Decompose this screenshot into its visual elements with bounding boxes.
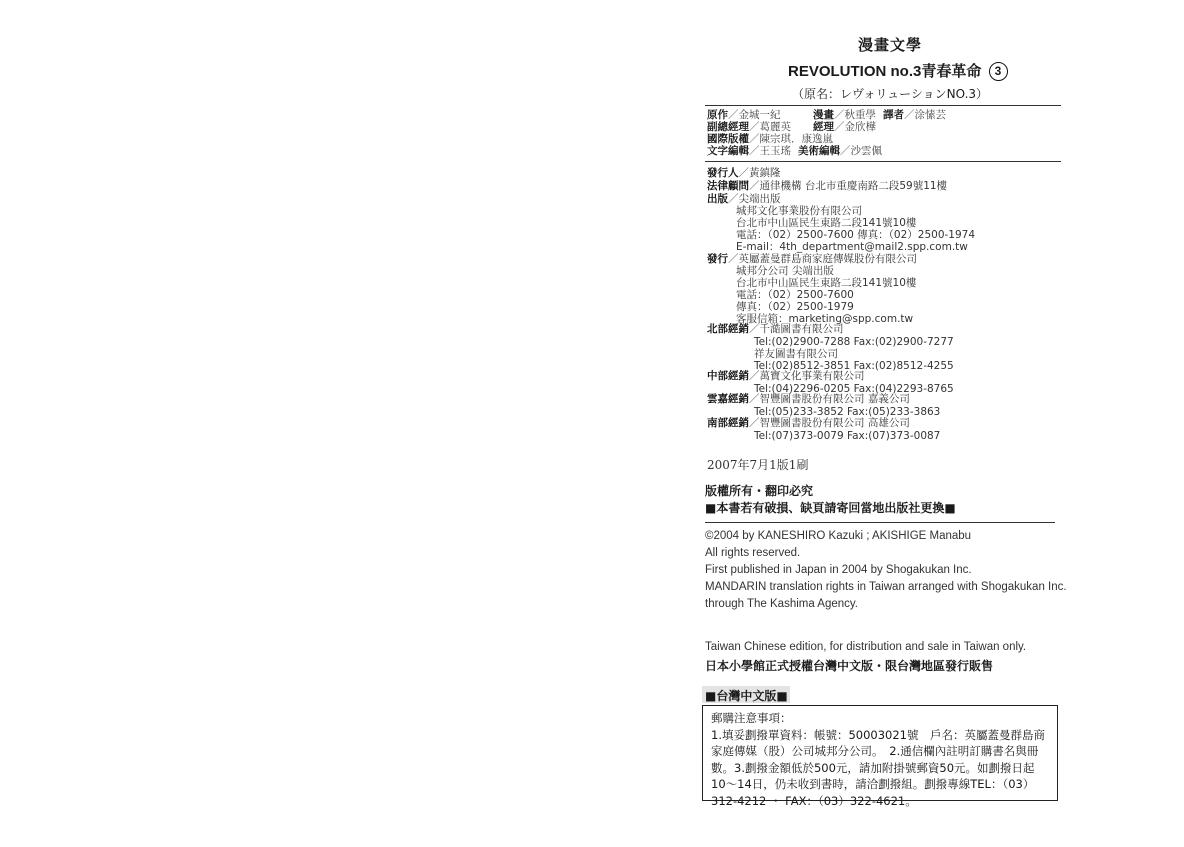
book-title: [788, 60, 1008, 81]
north-value: ／千澔圖書有限公司: [749, 323, 844, 335]
issuer-value: ／黃鎮隆: [738, 167, 781, 179]
legal-line: [707, 180, 947, 193]
south-value: ／智豐圖書股份有限公司 高雄公司: [749, 417, 910, 429]
chiayi-line: [707, 393, 910, 406]
pub-address: 台北市中山區民生東路二段141號10樓: [736, 217, 917, 229]
credit-value: ／秋重學: [834, 109, 876, 121]
copyright-line-2: All rights reserved.: [705, 547, 801, 559]
credit-row-4: [707, 145, 791, 158]
north-tel-2: Tel:(02)8512-3851 Fax:(02)8512-4255: [754, 360, 954, 372]
chiayi-value: ／智豐圖書股份有限公司 嘉義公司: [749, 393, 910, 405]
legal-value: ／通律機構 台北市重慶南路二段59號11樓: [749, 180, 948, 192]
credit-value: ／金城一紀: [728, 109, 781, 121]
divider-credits: [705, 161, 1061, 162]
south-label: 南部經銷: [707, 417, 749, 429]
central-value: ／萬寶文化事業有限公司: [749, 370, 865, 382]
credit-value: ／王玉瑤: [749, 145, 791, 157]
dist-value: ／英屬蓋曼群島商家庭傳媒股份有限公司: [728, 253, 917, 265]
issuer-line: [707, 167, 781, 180]
taiwan-notice-en: Taiwan Chinese edition, for distribution and sale in Taiwan only.: [705, 641, 1027, 653]
north-label: 北部經銷: [707, 323, 749, 335]
north-tel-1: Tel:(02)2900-7288 Fax:(02)2900-7277: [754, 336, 954, 348]
credit-label: 原作: [707, 109, 728, 121]
pub-value: ／尖端出版: [728, 193, 781, 205]
credit-label: 文字編輯: [707, 145, 749, 157]
book-title-text: REVOLUTION no.3青春革命: [788, 63, 982, 80]
original-title: （原名：レヴォリューションNO.3）: [791, 87, 989, 101]
credit-label: 國際版權: [707, 133, 749, 145]
credit-label: 譯者: [883, 109, 904, 121]
mail-order-box: [702, 705, 1058, 808]
central-line: [707, 370, 865, 383]
credit-label: 漫畫: [813, 109, 834, 121]
edition-date: 2007年7月1版1刷: [707, 458, 809, 472]
mail-order-title: 郵購注意事項：: [711, 711, 792, 725]
pub-phone: 電話：（02）2500-7600 傳真：（02）2500-1974: [736, 229, 976, 241]
dist-label: 發行: [707, 253, 728, 265]
issuer-label: 發行人: [707, 167, 739, 179]
divider-rights: [705, 522, 1055, 523]
credit-label: 副總經理: [707, 121, 749, 133]
south-tel: Tel:(07)373-0079 Fax:(07)373-0087: [754, 430, 941, 442]
mail-order-line-5: 312-4212 ・ FAX：（03）322-4621。: [711, 793, 917, 808]
credit-value: ／葛麗英: [749, 121, 791, 133]
credit-row-1c: [883, 109, 946, 122]
volume-badge: 3: [989, 62, 1008, 81]
central-label: 中部經銷: [707, 370, 749, 382]
credit-label: 經理: [813, 121, 834, 133]
taiwan-notice-zh: 日本小學館正式授權台灣中文版・限台灣地區發行販售: [705, 659, 994, 673]
dist-address: 台北市中山區民生東路二段141號10樓: [736, 277, 917, 289]
credit-value: ／陳宗琪．康逸嵐: [749, 133, 833, 145]
chiayi-label: 雲嘉經銷: [707, 393, 749, 405]
credit-value: ／涂愫芸: [904, 109, 946, 121]
copyright-line-5: through The Kashima Agency.: [705, 598, 859, 610]
credit-label: 美術編輯: [798, 145, 840, 157]
rights-line-2: ■本書若有破損、缺頁請寄回當地出版社更換■: [705, 501, 956, 515]
dist-branch: 城邦分公司 尖端出版: [736, 265, 834, 277]
pub-label: 出版: [707, 193, 728, 205]
south-line: [707, 417, 910, 430]
dist-fax: 傳真：（02）2500-1979: [736, 301, 854, 313]
copyright-line-1: ©2004 by KANESHIRO Kazuki ; AKISHIGE Manabu: [705, 530, 972, 542]
mail-order-line-2: 家庭傳媒（股）公司城邦分公司。 2.通信欄內註明訂購書名與冊: [711, 744, 1039, 758]
dist-email: 客服信箱：marketing@spp.com.tw: [736, 313, 914, 325]
copyright-line-4: MANDARIN translation rights in Taiwan arranged with Shogakukan Inc.: [705, 581, 1067, 593]
mail-order-line-1: 1.填妥劃撥單資料：帳號：50003021號 戶名：英屬蓋曼群島商: [711, 727, 1046, 742]
mail-order-line-3: 數。3.劃撥金額低於500元，請加附掛號郵資50元。如劃撥日起: [711, 760, 1035, 775]
credit-value: ／金欣樺: [834, 121, 876, 133]
mail-order-line-4: 10～14日，仍未收到書時，請洽劃撥組。劃撥專線TEL：（03）: [711, 777, 1035, 791]
chiayi-tel: Tel:(05)233-3852 Fax:(05)233-3863: [754, 406, 941, 418]
dist-phone: 電話：（02）2500-7600: [736, 289, 854, 301]
north-line: [707, 323, 844, 336]
copyright-line-3: First published in Japan in 2004 by Shogakukan Inc.: [705, 564, 972, 576]
credit-value: ／沙雲佩: [840, 145, 882, 157]
divider-top: [705, 105, 1061, 106]
pub-email: E-mail：4th_department@mail2.spp.com.tw: [736, 241, 968, 253]
series-label: 漫畫文學: [857, 36, 922, 54]
pub-company: 城邦文化事業股份有限公司: [736, 205, 862, 217]
central-tel: Tel:(04)2296-0205 Fax:(04)2293-8765: [754, 383, 954, 395]
legal-label: 法律顧問: [707, 180, 749, 192]
credit-row-4b: [798, 145, 882, 158]
rights-line-1: 版權所有・翻印必究: [705, 484, 814, 498]
north-company-2: 祥友圖書有限公司: [754, 348, 838, 360]
edition-tag: ■台灣中文版■: [705, 689, 788, 703]
